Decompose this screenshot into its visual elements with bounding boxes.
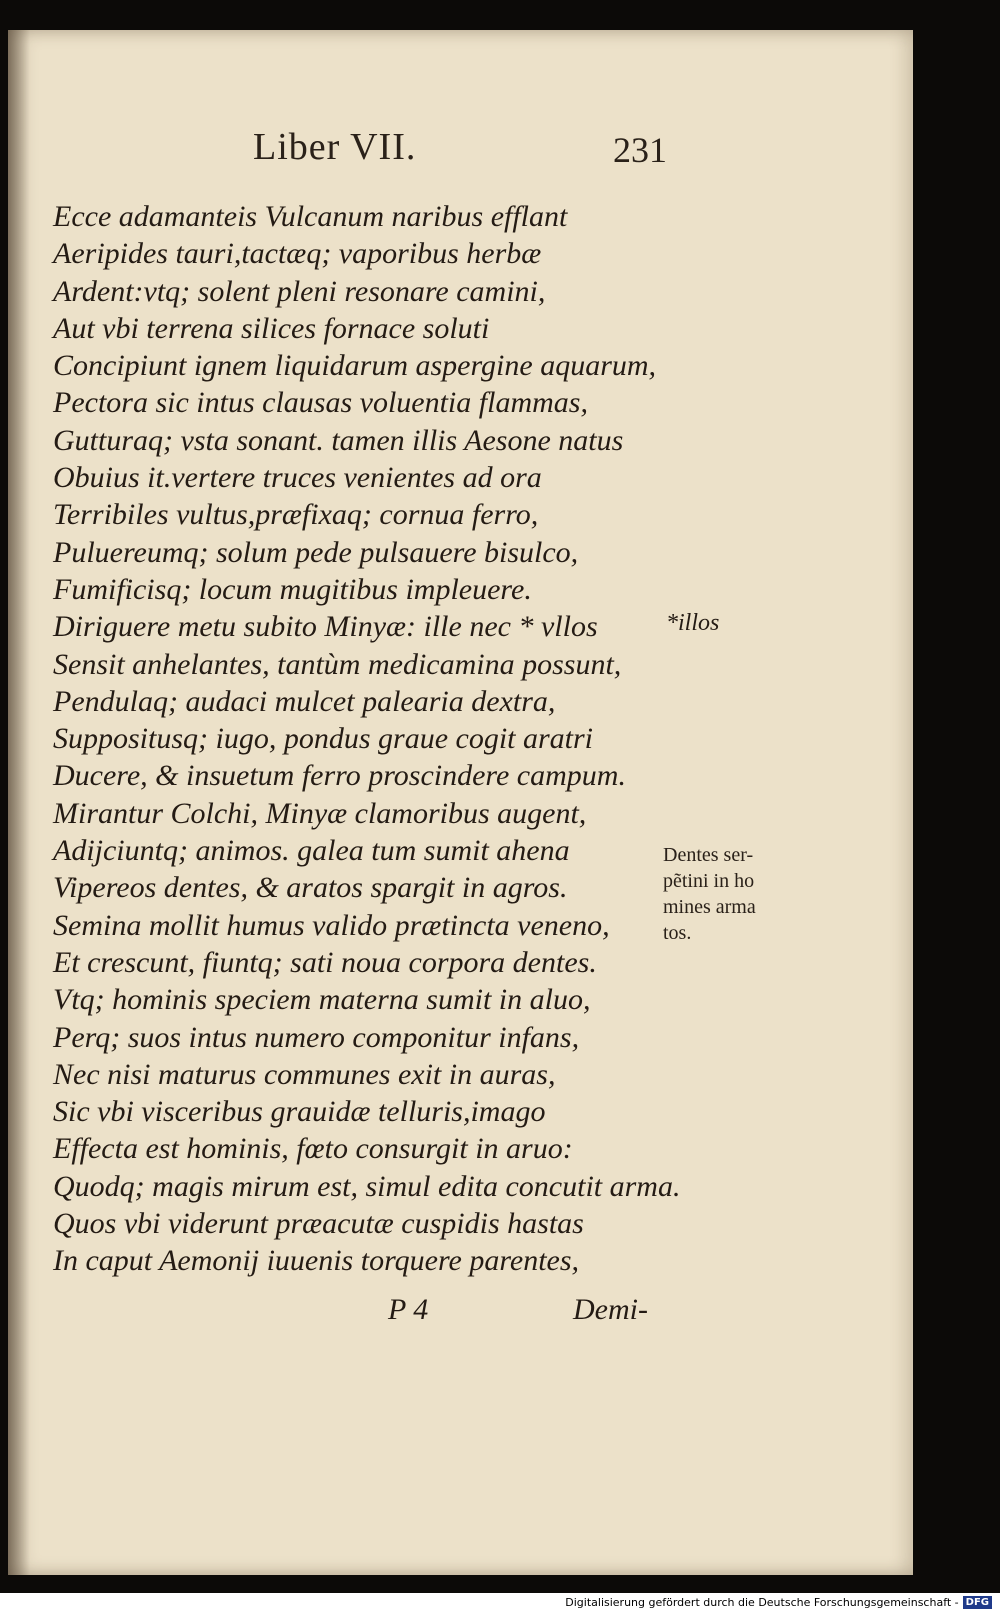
verse-line: Diriguere metu subito Minyæ: ille nec * vllos [53, 610, 598, 644]
verse-line: Nec nisi maturus communes exit in auras, [53, 1057, 556, 1091]
verse-line: Vipereos dentes, & aratos spargit in agros. [53, 871, 568, 905]
digitization-credit [565, 1596, 992, 1609]
verse-line: In caput Aemonij iuuenis torquere parentes, [53, 1244, 580, 1278]
verse-line: Pectora sic intus clausas voluentia flammas, [53, 386, 588, 420]
margin-note-line: mines arma [663, 896, 756, 918]
credit-text: Digitalisierung gefördert durch die Deutsche Forschungsgemeinschaft - [565, 1596, 959, 1609]
verse-line: Perq; suos intus numero componitur infans, [53, 1020, 580, 1054]
verse-line: Adijciuntq; animos. galea tum sumit ahena [53, 834, 570, 868]
margin-note-line: tos. [663, 922, 692, 944]
verse-line: Sic vbi visceribus grauidæ telluris,imago [53, 1095, 546, 1129]
verse-line: Aut vbi terrena silices fornace soluti [53, 311, 490, 345]
verse-line: Quodq; magis mirum est, simul edita concutit arma. [53, 1169, 681, 1203]
verse-line: Pendulaq; audaci mulcet palearia dextra, [53, 684, 556, 718]
page-foot [8, 1293, 913, 1333]
verse-line: Sensit anhelantes, tantùm medicamina possunt, [53, 647, 622, 681]
verse-line: Concipiunt ignem liquidarum aspergine aquarum, [53, 349, 657, 383]
margin-note-variant: *illos [666, 610, 720, 636]
verse-line: Vtq; hominis speciem materna sumit in aluo, [53, 983, 591, 1017]
verse-line: Effecta est hominis, fœto consurgit in aruo: [53, 1132, 573, 1166]
signature-mark: P 4 [388, 1293, 429, 1326]
verse-line: Semina mollit humus valido prætincta veneno, [53, 908, 610, 942]
verse-block [53, 198, 693, 1280]
verse-line: Fumificisq; locum mugitibus impleuere. [53, 572, 532, 606]
book-page [8, 30, 913, 1575]
verse-line: Mirantur Colchi, Minyæ clamoribus augent, [53, 796, 587, 830]
verse-line: Et crescunt, fiuntq; sati noua corpora dentes. [53, 945, 597, 979]
margin-note-line: pẽtini in ho [663, 870, 755, 892]
verse-line: Ardent:vtq; solent pleni resonare camini, [53, 274, 546, 308]
verse-line: Ducere, & insuetum ferro proscindere campum. [53, 759, 626, 793]
verse-line: Quos vbi viderunt præacutæ cuspidis hastas [53, 1207, 584, 1241]
page-number: 231 [613, 130, 667, 170]
verse-line: Aeripides tauri,tactæq; vaporibus herbæ [53, 237, 542, 271]
margin-note-line: Dentes ser- [663, 844, 754, 866]
margin-note-gloss [663, 842, 803, 946]
running-title: Liber VII. [253, 126, 417, 168]
verse-line: Ecce adamanteis Vulcanum naribus efflant [53, 200, 568, 233]
page-spine-shadow [8, 30, 30, 1575]
verse-line: Puluereumq; solum pede pulsauere bisulco, [53, 535, 579, 569]
page-header [8, 125, 913, 175]
verse-line: Gutturaq; vsta sonant. tamen illis Aesone natus [53, 423, 624, 457]
catchword: Demi- [573, 1293, 648, 1326]
dfg-logo: DFG [963, 1596, 992, 1609]
verse-line: Obuius it.vertere truces venientes ad ora [53, 461, 542, 495]
verse-line: Terribiles vultus,præfixaq; cornua ferro, [53, 498, 539, 532]
verse-line: Suppositusq; iugo, pondus graue cogit aratri [53, 722, 594, 756]
